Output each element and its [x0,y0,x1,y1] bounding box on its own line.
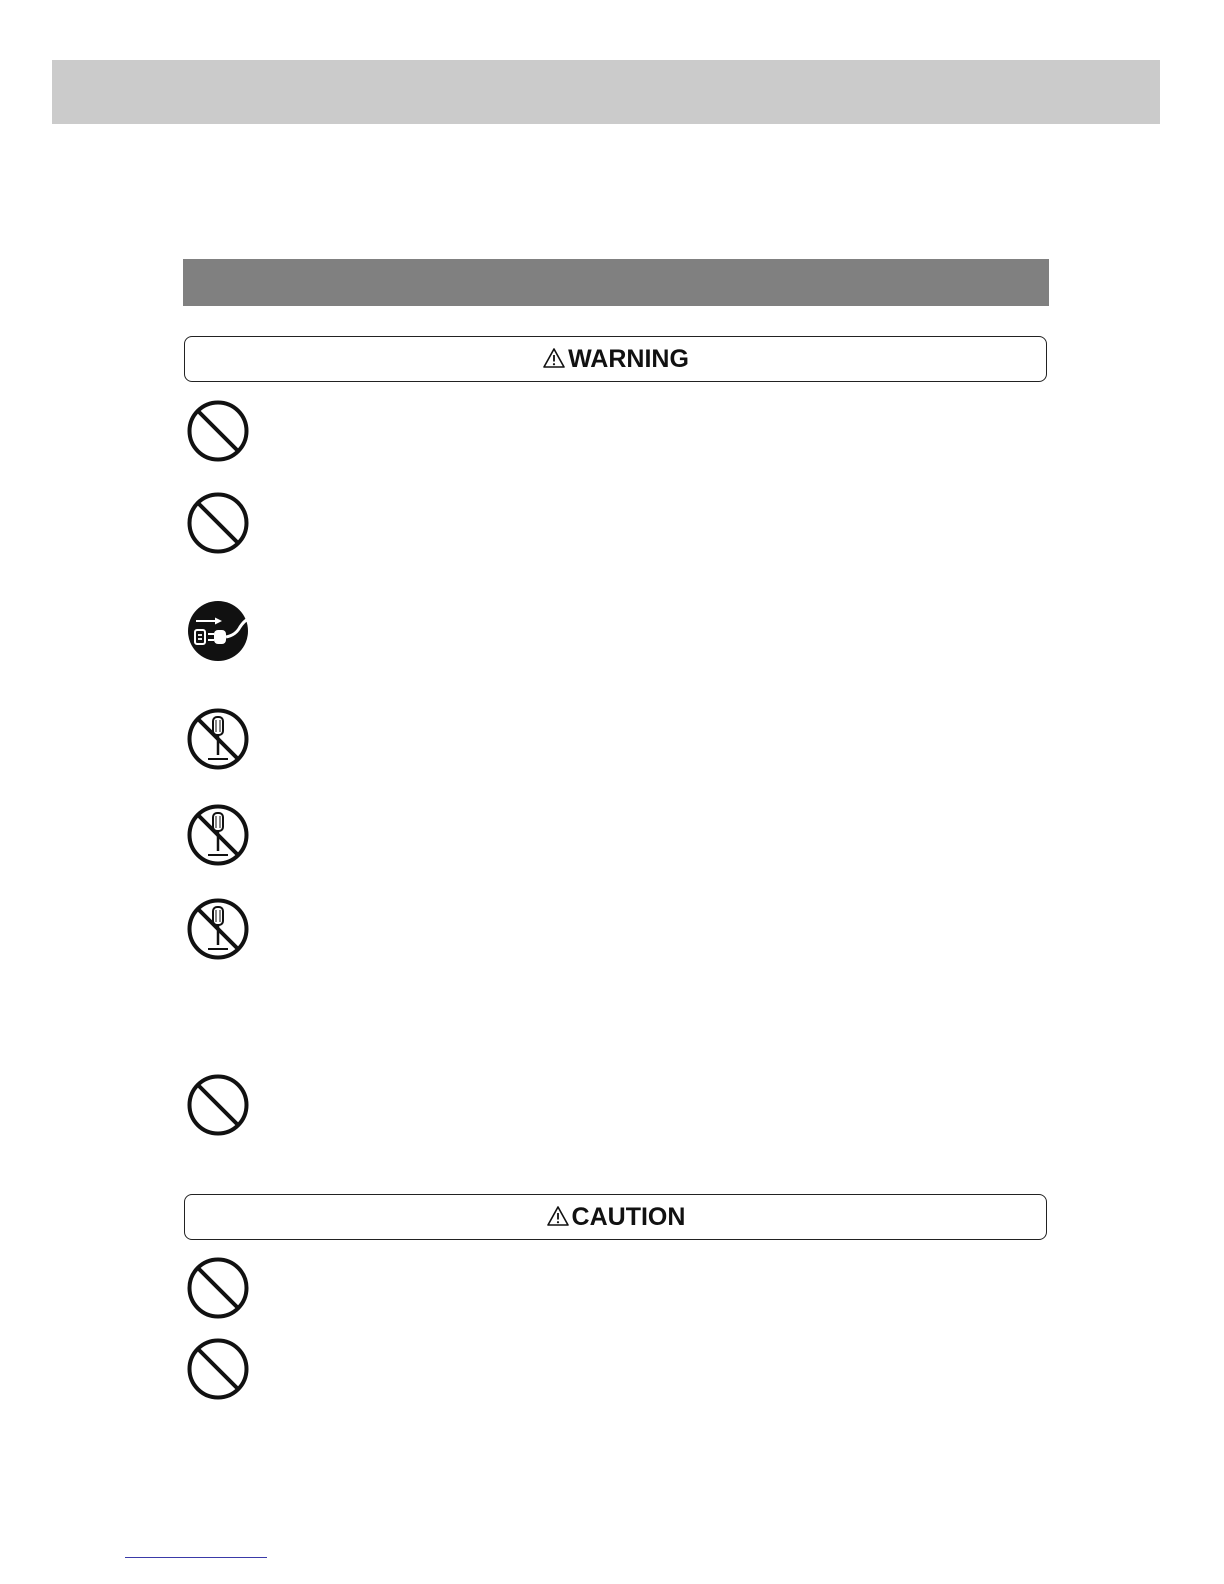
do-not-disassemble-icon [186,803,250,867]
unplug-power-cord-icon [186,599,250,663]
prohibition-icon [186,491,250,555]
do-not-disassemble-icon [186,897,250,961]
caution-label-text: CAUTION [571,1202,686,1231]
warning-label-box [184,336,1047,382]
header-band [52,60,1160,124]
warning-triangle-icon [542,347,566,369]
caution-label-box [184,1194,1047,1240]
prohibition-icon [186,1256,250,1320]
warning-triangle-icon [546,1205,570,1227]
prohibition-icon [186,1337,250,1401]
prohibition-icon [186,1073,250,1137]
footer-link-underline[interactable] [125,1557,267,1558]
warning-label-text: WARNING [568,344,689,373]
prohibition-icon [186,399,250,463]
section-title-bar [183,259,1049,306]
do-not-disassemble-icon [186,707,250,771]
